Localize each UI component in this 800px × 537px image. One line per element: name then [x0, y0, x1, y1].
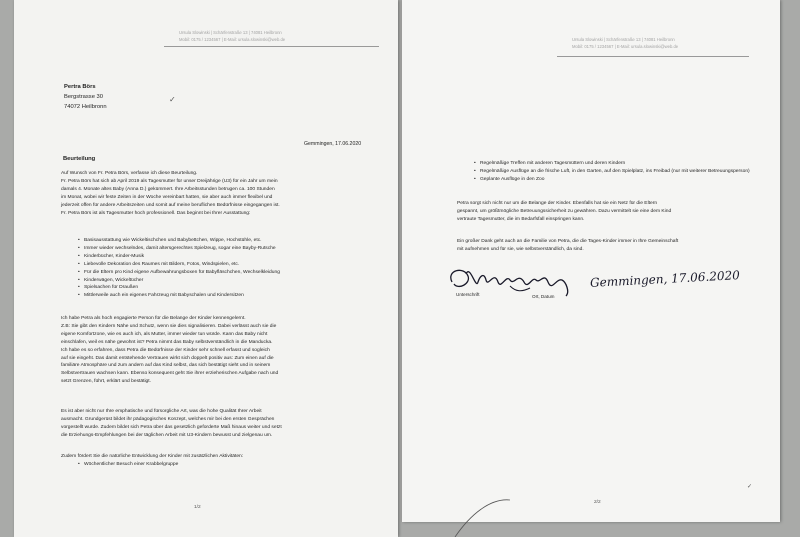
list-item: • Wöchentlicher Besuch einer Krabbelgruppe	[72, 461, 382, 469]
list-item: • Kinderbücher, Kinder-Musik	[72, 253, 382, 261]
list-item: • Immer wieder wechselndes, damit altersgerechtes Spielzeug, sogar eine Bayby-Rutsche	[72, 245, 382, 253]
page-number: 1/2	[194, 505, 201, 510]
paragraph-activities-intro: Zudem fördert Sie die natürliche Entwicklung der Kinder mit zusätzlichen Aktivitäten:	[61, 454, 244, 459]
date-label: Ort, Datum	[532, 294, 555, 299]
list-item: • Regelmäßige Ausflüge an die frische Luft, in den Garten, auf den Spielplatz, ins Freibad (nur mit weiterer Betreuungsperson)	[468, 168, 758, 176]
paragraph-thanks: Ein großer Dank geht auch an die Familie von Petra, die die Tages-Kinder immer in Ihre Gemeinschaft mit aufnehmen und für sie, wie selbstverständlich, da sind.	[457, 239, 679, 252]
equipment-list	[72, 237, 382, 300]
list-item: • Geplante Ausflüge in den Zoo	[468, 176, 758, 184]
letterhead-contact: Mobil: 0175 / 1234567 | E-Mail: ursula.slowinski@web.de	[572, 44, 679, 49]
activities-list-start	[72, 461, 382, 469]
recipient-street: Bergstrasse 30	[64, 94, 103, 100]
list-item: • Mittlerweile auch ein eigenes Fahrzeug mit Babyschalen und Kindersitzen	[72, 292, 382, 300]
intro-paragraph: Auf Wunsch von Fr. Petra Börs, verfasse ich diese Beurteilung. Fr. Petra Börs hat sich ab April 2019 als Tagesmutter für unser Dreijährige (U3) für ein Jahr um mein damals 4. Monate altes Baby (Anna D.) gekümmert. Ihre Arbeitsstunden betrugen ca. 100 Stunden im Monat, wobei wir feste Zeiten in der Woche vereinbart hatten, sie aber auch immer flexibel und jederzeit offen für andere Arbeitszeiten und somit auf meine beruflichen Bedürfnisse eingegangen ist. Fr. Petra Börs ist als Tagesmutter hoch professionell. Das beginnt bei Ihrer Ausstattung:	[61, 171, 280, 216]
handwritten-place-date: Gemmingen, 17.06.2020	[589, 268, 741, 290]
recipient-address	[64, 82, 107, 112]
letterhead-sender: Ursula Slowinski | Schärfenstraße 13 | 74081 Heilbronn	[179, 30, 282, 35]
letter-page-2	[402, 0, 780, 522]
letterhead-rule	[557, 56, 749, 57]
paragraph-engagement: Ich habe Petra als hoch engagierte Person für die Belange der Kinder kennengelernt. Z.B: Sie gibt den Kindern Nähe und Schutz, wenn sie dies signalisieren. Dabei verlässt auch sie die eigene Komfortzone, wie es auch ich, als Mutter, immer wieder tun würde. Kann das Baby nicht einschlafen, weil es nähe gewohnt ist? Petra nimmt das Baby selbstverständlich in die Manducka. Ich habe es so erfahren, dass Petra die Bedürfnisse der Kinder sehr schnell erfasst und sogleich auf sie eingeht. Das damit entstehende Vertrauen wirkt sich doppelt positiv aus: Zum einen auf die familiäre Atmosphäre und zum andern auf das Kind selbst, das sich bestätigt sieht und in seinem Selbstvertrauen wachsen kann. Ebenso konsequent geht Sie ihrer erzieherischen Aufgabe nach und setzt Grenzen, führt, erklärt und bestätigt.	[61, 316, 279, 385]
list-item: • Liebevolle Dekoration des Raumes mit Bildern, Fotos, Windspielen, etc.	[72, 261, 382, 269]
checkmark-icon: ✓	[169, 95, 176, 104]
paragraph-parent-network: Petra sorgt sich nicht nur um die Belange der Kinder. Ebenfalls hat sie ein Netz für die Eltern gespannt, um größtmögliche Betreuungssicherheit zu gewähren. Dazu vermittelt sie eine dem Kind vertraute Tagesmutter, die im Bedarfsfall einspringen kann.	[457, 201, 672, 222]
recipient-city: 74072 Heilbronn	[64, 104, 107, 110]
letter-page-1	[14, 0, 398, 537]
subject-heading: Beurteilung	[63, 156, 96, 162]
letterhead-sender: Ursula Slowinski | Schärfenstraße 13 | 74081 Heilbronn	[572, 37, 675, 42]
activities-list-cont	[468, 160, 758, 184]
letterhead-contact: Mobil: 0175 / 1234567 | E-Mail: ursula.slowinski@web.de	[179, 37, 286, 42]
letterhead-rule	[164, 46, 379, 47]
paper-curve-shadow	[0, 470, 800, 537]
recipient-name: Pertra Börs	[64, 84, 96, 90]
list-item: • Spielsachen für Draußen	[72, 284, 382, 292]
list-item: • Regelmäßige Treffen mit anderen Tagesmüttern und deren Kindern	[468, 160, 758, 168]
paragraph-quality: Es ist aber nicht nur Ihre emphatische und fürsorgliche Art, was die hohe Qualität Ihrer Arbeit ausmacht. Grundgerüst bildet ihr pädagogisches Konzept, welches mir bei den ersten Gesprächen vorgestellt wurde. Zudem bildet sich Petra über das gesetzlich geforderte Maß hinaus weiter und setzt die Erziehungs-Empfehlungen bei der täglichen Arbeit mit U3-Kindern bewusst und zielgenau um.	[61, 409, 282, 438]
checkmark-icon: ✓	[747, 484, 753, 490]
signature-label: Unterschrift	[456, 292, 480, 297]
list-item: • Basisausstattung wie Wickeltischchen und Babybettchen, Wippe, Hochstühle, etc.	[72, 237, 382, 245]
list-item: • Für die Eltern pro Kind eigene Aufbewahrungsboxen für Babyfläschchen, Wechselkleidung	[72, 269, 382, 277]
place-date: Gemmingen, 17.06.2020	[304, 141, 362, 147]
list-item: • Kinderwägen, Wickeltücher	[72, 277, 382, 285]
page-number: 2/2	[594, 500, 601, 505]
